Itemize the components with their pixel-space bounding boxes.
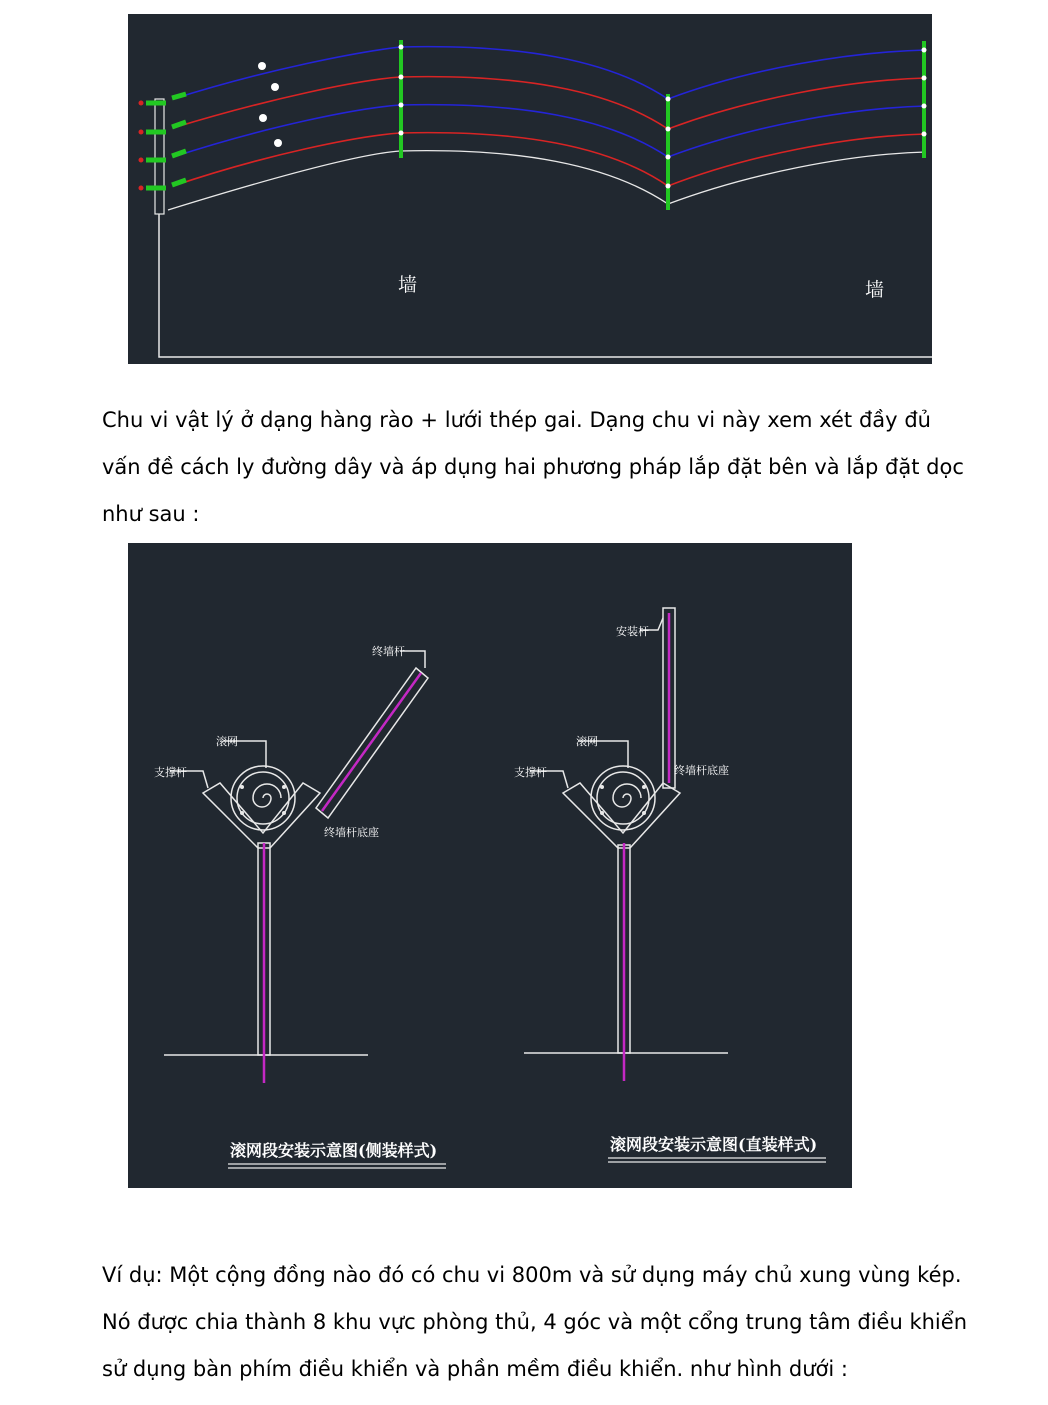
paragraph-fence-description [102,397,964,538]
caption-side-mount: 滚网段安装示意图(侧装样式) [230,1141,438,1160]
tensioner [172,94,186,98]
insulator [666,184,671,189]
label-base-left: 终墙杆底座 [324,826,379,839]
insulator [399,131,404,136]
label-wall-rod-left: 终墙杆 [372,645,405,658]
insulator [922,48,927,53]
roll-bolt [600,811,604,815]
caption-direct-mount: 滚网段安装示意图(直装样式) [610,1135,818,1154]
wire-blue-1 [173,47,926,99]
roll-net-spiral [253,784,281,807]
paragraph-line: sử dụng bàn phím điều khiển và phần mềm điều khiển. như hình dưới : [102,1357,848,1381]
end-post [155,99,164,214]
insulator [666,155,671,160]
roll-bolt [642,811,646,815]
wire-marker [258,62,266,70]
label-bracket-right: 支撑杆 [514,766,547,779]
v-bracket [203,783,320,848]
tensioner [172,151,186,156]
terminal [139,130,144,135]
insulator [922,76,927,81]
roll-bolt [642,785,646,789]
wall-top-line [168,151,926,210]
paragraph-line: Nó được chia thành 8 khu vực phòng thủ, 4 góc và một cổng trung tâm điều khiển [102,1310,967,1334]
direct-mount-diagram [524,608,728,1053]
roll-bolt [282,785,286,789]
roll-bolt [600,785,604,789]
rolled-net-installation-drawing [128,543,852,1188]
roll-bolt [240,811,244,815]
wall-outline [159,214,932,357]
rod-core-magenta [322,673,421,811]
wall-label-right: 墙 [865,279,885,301]
terminal [139,186,144,191]
roll-bolt [240,785,244,789]
terminal [139,101,144,106]
wire-red-1 [173,77,926,129]
label-roll-net-left: 滚网 [216,735,238,748]
terminal [139,158,144,163]
roll-bolt [282,811,286,815]
wire-marker [259,114,267,122]
fence-elevation-drawing [128,14,932,364]
post-1 [399,40,403,158]
fence-elevation-figure [128,14,932,364]
insulator [922,132,927,137]
tensioner [172,180,186,185]
v-bracket [563,783,680,848]
label-bracket-left: 支撑杆 [154,766,187,779]
side-mount-diagram [164,651,428,1055]
insulator [399,45,404,50]
label-base-right: 终墙杆底座 [674,764,729,777]
paragraph-example [102,1252,967,1393]
insulator [666,97,671,102]
post-3 [922,41,926,158]
paragraph-line: như sau : [102,502,200,526]
wire-red-2 [173,133,926,186]
wire-marker [274,139,282,147]
paragraph-line: vấn đề cách ly đường dây và áp dụng hai phương pháp lắp đặt bên và lắp đặt dọc [102,455,964,479]
paragraph-line: Ví dụ: Một cộng đồng nào đó có chu vi 800m và sử dụng máy chủ xung vùng kép. [102,1263,962,1287]
label-roll-net-right: 滚网 [576,735,598,748]
insulator [399,75,404,80]
post-2 [666,94,670,210]
wire-marker [271,83,279,91]
insulator [666,127,671,132]
roll-net-spiral [613,784,641,807]
rolled-net-installation-figure [128,543,852,1188]
wire-blue-2 [173,105,926,157]
tensioner [172,122,186,127]
insulator [922,104,927,109]
label-mount-rod-right: 安装杆 [616,625,649,638]
wall-label-left: 墙 [398,274,418,296]
insulator [399,103,404,108]
paragraph-line: Chu vi vật lý ở dạng hàng rào + lưới thép gai. Dạng chu vi này xem xét đầy đủ [102,408,931,432]
